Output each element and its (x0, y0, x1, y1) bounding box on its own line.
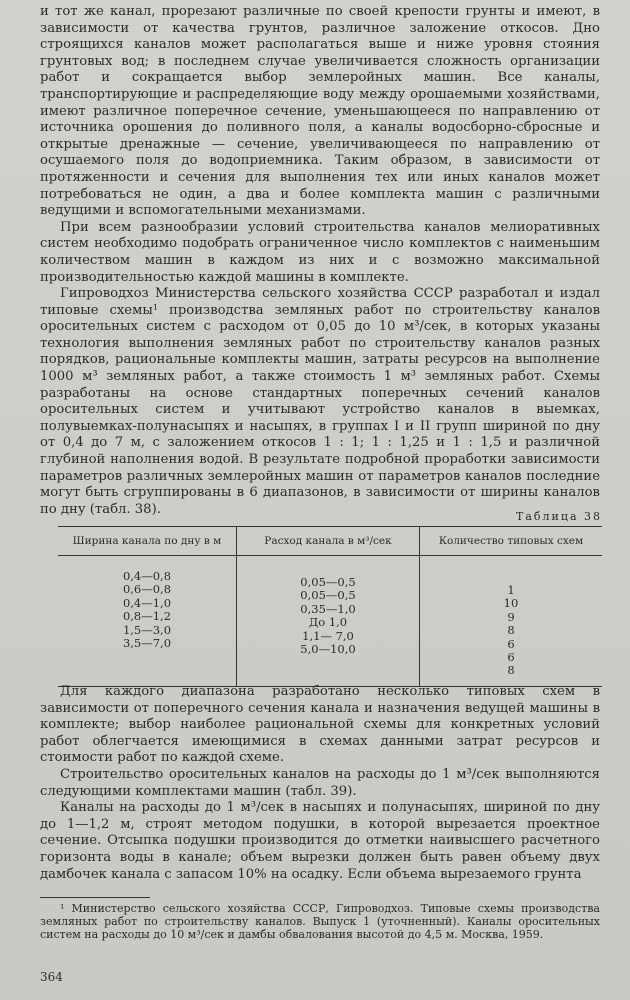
table-header-flow: Расход канала в м³/сек (237, 527, 420, 556)
paragraph: Гипроводхоз Министерства сельского хозяйства СССР разработал и издал типовые схемы¹ производства земляных работ по строительству каналов оросительных систем с расходом от 0,05 до 10 м³/сек, в которых указаны технология выполнения земляных работ по строительству каналов разных порядков, рациональные комплекты машин, затраты ресурсов на выполнение 1000 м³ земляных работ, а также стоимость 1 м³ земляных работ. Схемы разработаны на основе стандартных поперечных сечений каналов оросительных систем и учитывают устройство каналов в выемках, полувыемках-полунасыпях и насыпях, в группах I и II групп шириной по дну от 0,4 до 7 м, с заложением откосов 1 : 1; 1 : 1,25 и 1 : 1,5 и различной глубиной наполнения водой. В результате подробной проработки зависимости параметров различных землеройных машин от параметров каналов последние могут быть сгруппированы в 6 диапазонов, в зависимости от ширины каналов по дну (табл. 38). (40, 286, 600, 517)
paragraph: Для каждого диапазона разработано несколько типовых схем в зависимости от поперечного сечения канала и назначения ведущей машины в комплекте; выбор наиболее рациональной схемы для конкретных условий работ облегчается имеющимися в схемах данными затрат ресурсов и стоимости работ по каждой схеме. (40, 684, 600, 766)
table-cell: 0,4—0,8 (122, 569, 172, 583)
table-cell: 1,5—3,0 (122, 622, 172, 637)
table-cell: До 1,0 (308, 615, 348, 630)
table-cell: 0,35—1,0 (300, 601, 356, 616)
data-table (58, 526, 602, 687)
page-number: 364 (40, 970, 63, 984)
table-cell: 6 (507, 650, 515, 665)
table-cell: 1,1— 7,0 (302, 628, 354, 643)
paragraph: Каналы на расходы до 1 м³/сек в насыпях и полунасыпях, шириной по дну до 1—1,2 м, строят методом подушки, в которой вырезается проектное сечение. Отсыпка подушки производится до отметки наивысшего расчетного горизонта воды в канале; объем вырезки должен быть равен объему двух дамбочек канала с запасом 10% на осадку. Если объема вырезаемого грунта (40, 800, 600, 882)
table-cell: 6 (507, 636, 515, 651)
body-text-bottom (40, 684, 600, 883)
table-cell: 1 (507, 583, 515, 597)
table-cell: 0,8—1,2 (122, 609, 172, 624)
paragraph: Строительство оросительных каналов на расходы до 1 м³/сек выполняются следующими комплектами машин (табл. 39). (40, 766, 600, 799)
table-title: Таблица 38 (516, 510, 602, 523)
table-cell: 0,6—0,8 (122, 582, 172, 597)
table-cell: 0,05—0,5 (300, 575, 356, 589)
footnote (40, 902, 600, 942)
table-header-width: Ширина канала по дну в м (58, 527, 237, 556)
body-text-top (40, 4, 600, 518)
paragraph: и тот же канал, прорезают различные по своей крепости грунты и имеют, в зависимости от качества грунтов, различное заложение откосов. Дно строящихся каналов может располагаться выше и ниже уровня стояния грунтовых вод; в последнем случае увеличивается сложность организации работ и сокращается выбор землеройных машин. Все каналы, транспортирующие и распределяющие воду между орошаемыми хозяйствами, имеют различное поперечное сечение, уменьшающееся по направлению от источника орошения до поливного поля, а каналы водосборно-сбросные и открытые дренажные — сечение, увеличивающееся по направлению от осушаемого поля до водоприемника. Таким образом, в зависимости от протяженности и сечения для выполнения тех или иных каналов может потребоваться не один, а два и более комплекта машин с различными ведущими и вспомогательными механизмами. (40, 4, 600, 219)
table-cell: 8 (507, 623, 515, 638)
table-cell: 0,05—0,5 (300, 588, 356, 603)
table-cell: 10 (503, 596, 519, 611)
table-cell: 5,0—10,0 (300, 642, 356, 657)
table-cell: 0,4—1,0 (122, 595, 172, 610)
footnote-divider (40, 897, 150, 898)
table-column-width (58, 556, 237, 687)
table-38 (58, 510, 602, 687)
paragraph: При всем разнообразии условий строительства каналов мелиоративных систем необходимо подобрать ограниченное число комплектов с наименьшим количеством машин в каждом из них и с возможно максимальной производительностью каждой машины в комплекте. (40, 219, 600, 285)
table-cell: 8 (507, 663, 515, 678)
table-cell: 3,5—7,0 (122, 636, 172, 651)
table-column-count (420, 556, 603, 687)
table-header-count: Количество типовых схем (420, 527, 603, 556)
table-column-flow (237, 556, 420, 687)
footnote-text: ¹ Министерство сельского хозяйства СССР, Гипроводхоз. Типовые схемы производства земляных работ по строительству каналов. Выпуск 1 (уточненный). Каналы оросительных систем на расходы до 10 м³/сек и дамбы обвалования высотой до 4,5 м. Москва, 1959. (40, 902, 600, 942)
table-cell: 9 (507, 609, 515, 624)
